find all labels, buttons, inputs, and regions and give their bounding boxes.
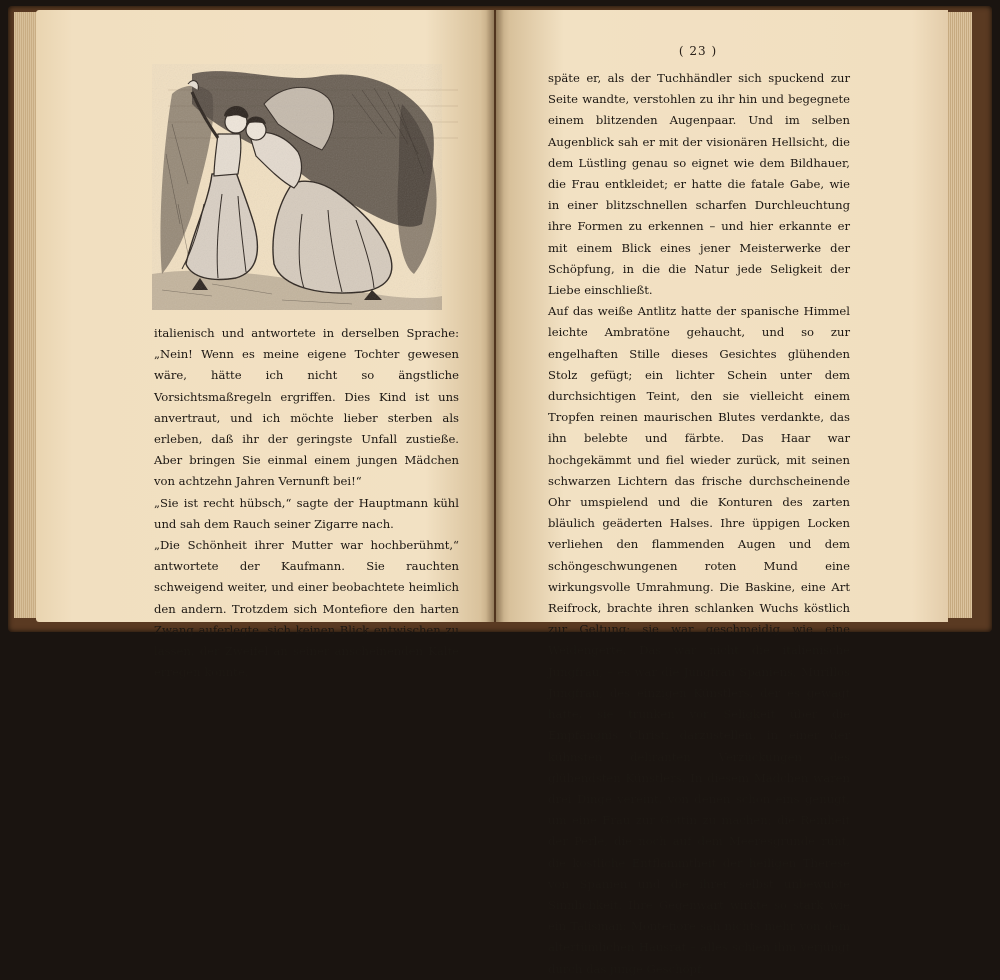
- right-page-body: [548, 68, 850, 980]
- left-paragraph: italienisch und antwortete in derselben Sprache: „Nein! Wenn es meine eigene Tochter gewesen wäre, hätte ich nicht so ängstliche Vorsichtsmaßregeln ergriffen. Dies Kind ist uns anvertraut, und ich möchte lieber sterben als erleben, daß ihr der geringste Unfall zustieße. Aber bringen Sie einmal einem jungen Mädchen von achtzehn Jahren Vernunft bei!“: [154, 326, 459, 489]
- right-paragraph: Auf das weiße Antlitz hatte der spanische Himmel leichte Ambratöne gehaucht, und so zur engelhaften Stille dieses Gesichtes glühenden Stolz gefügt; ein lichter Schein unter dem durchsichtigen Teint, den sie vielleicht einem Tropfen reinen maurischen Blutes verdankte, das ihn belebte und färbte. Das Haar war hochgekämmt und fiel wieder zurück, mit seinen schwarzen Lichtern das frische durchscheinende Ohr umspielend und die Konturen des zarten bläulich geäderten Halses. Ihre üppigen Locken verliehen den flammenden Augen und dem schöngeschwungenen roten Mund eine wirkungsvolle Umrahmung. Die Baskine, eine Art Reifrock, brachte ihren schlanken Wuchs köstlich zur Geltung; sie war geschmeidig wie eine Weidengerte. Das war nicht die italienische Jungfrau, – es war die Jungfrau Spaniens, Murillos Jungfrau, des einzigen Künstlers, der es gewagt hatte, sie trunken vor Seligkeit über die Empfängnis Christi darzustellen, in einer der kühnsten deliranten Verzückungen des glühendsten Künstlers. In diesem Mädchen waren drei Dinge vereint, von denen schon eins genügt, um eine Frau zur Göttin zu machen; die Reinheit der Perle, die noch auf dem Meeresgrunde ruht, die köstliche Entflammtheit der heiligen Therese von Spanien und die ihrer selbst unbewußte Sinnlichkeit. Ihre Gegenwart wirkte so stark wie ein Talisman: Montefiore sah nichts mehr von dem altertümlichen Hausrat – alles schien ihm verjüngt durch das junge Geschöpf.: [548, 304, 850, 976]
- left-paragraph: „Sie ist recht hübsch,“ sagte der Hauptmann kühl und sah dem Rauch seiner Zigarre nach.: [154, 495, 459, 531]
- illustration-two-women: [152, 64, 442, 310]
- left-page-body: [154, 323, 459, 683]
- right-page-edges: [946, 12, 972, 618]
- page-number: ( 23 ): [678, 44, 718, 58]
- book-gutter: [486, 10, 504, 622]
- left-paragraph: „Die Schönheit ihrer Mutter war hochberühmt,“ antwortete der Kaufmann. Sie rauchten schweigend weiter, und einer beobachtete heimlich den andern. Trotzdem sich Montefiore den harten Zwang auferlegte, sich keinen Blick entwischen zu lassen, der Zweifel an seiner anscheinenden Kälte erregen konnte,: [154, 538, 459, 680]
- right-paragraph: späte er, als der Tuchhändler sich spuckend zur Seite wandte, verstohlen zu ihr hin und begegnete einem blitzenden Augenpaar. Und im selben Augenblick sah er mit der visionären Hellsicht, die dem Lüstling genau so eignet wie dem Bildhauer, die Frau entkleidet; er hatte die fatale Gabe, wie in einer blitzschnellen scharfen Durchleuchtung ihre Formen zu erkennen – und hier erkannte er mit einem Blick eines jener Meisterwerke der Schöpfung, in die die Natur jede Seligkeit der Liebe einschließt.: [548, 71, 850, 298]
- left-page-edges: [14, 12, 38, 618]
